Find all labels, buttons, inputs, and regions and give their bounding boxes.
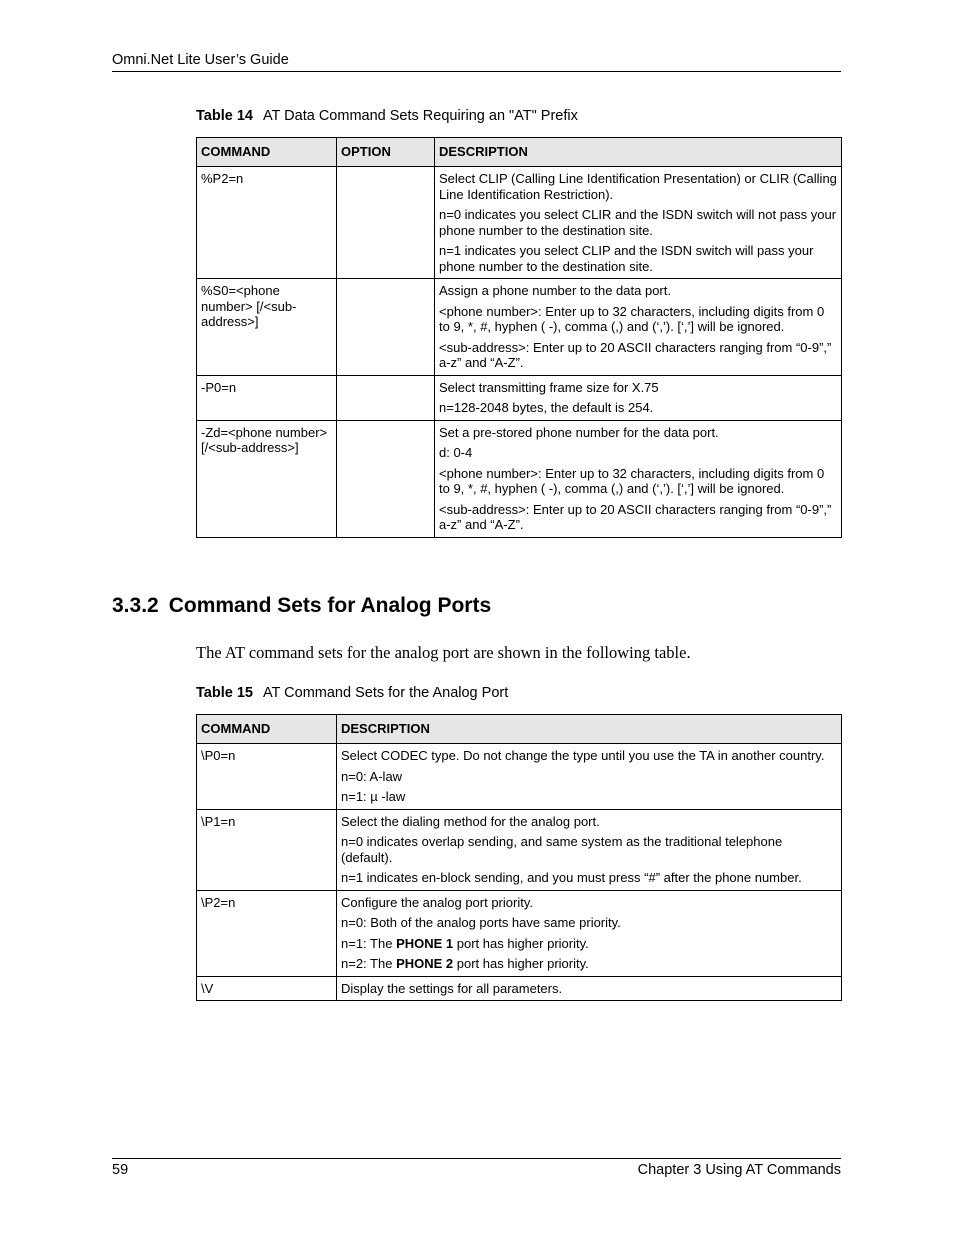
chapter-title: Chapter 3 Using AT Commands	[637, 1162, 841, 1178]
command-cell: \P0=n	[197, 744, 337, 810]
text-run: n=1: The	[341, 935, 397, 951]
description-cell	[435, 167, 842, 279]
command-cell: \V	[197, 976, 337, 1001]
description-paragraph: n=1: µ -law	[341, 789, 406, 804]
table15-header-description: DESCRIPTION	[337, 715, 842, 744]
text-run: n=2: The	[341, 956, 397, 971]
description-cell	[337, 809, 842, 890]
command-cell: %S0=<phone number> [/<sub-address>]	[197, 279, 337, 376]
table15-title: AT Command Sets for the Analog Port	[262, 685, 509, 701]
running-header: Omni.Net Lite User’s Guide	[112, 52, 289, 68]
table-row	[197, 279, 842, 376]
table-row	[197, 890, 842, 976]
description-paragraph	[341, 936, 837, 952]
description-cell	[435, 375, 842, 420]
description-paragraph: <sub-address>: Enter up to 20 ASCII characters ranging from “0-9”,” a-z” and “A-Z”.	[439, 501, 832, 532]
option-cell	[337, 375, 435, 420]
description-paragraph: Assign a phone number to the data port.	[439, 283, 671, 298]
table-row	[197, 167, 842, 279]
description-cell	[337, 890, 842, 976]
description-paragraph: <phone number>: Enter up to 32 characters, including digits from 0 to 9, *, #, hyphen ( -), comma (,) and (‘,’). [‘,’] will be ignored.	[439, 465, 825, 496]
command-cell: -P0=n	[197, 375, 337, 420]
table15-caption	[196, 685, 508, 701]
description-cell	[435, 420, 842, 537]
command-cell: \P1=n	[197, 809, 337, 890]
text-run: port has higher priority.	[453, 935, 589, 951]
description-paragraph: n=0: A-law	[341, 768, 403, 784]
description-paragraph: Select CLIP (Calling Line Identification Presentation) or CLIR (Calling Line Identification Restriction).	[439, 171, 837, 202]
table14	[196, 137, 842, 538]
command-cell: \P2=n	[197, 890, 337, 976]
option-cell	[337, 167, 435, 279]
section-title: Command Sets for Analog Ports	[168, 594, 492, 617]
table15-header-command: COMMAND	[197, 715, 337, 744]
table-row	[197, 976, 842, 1001]
intro-paragraph: The AT command sets for the analog port are shown in the following table.	[196, 643, 691, 662]
table-row	[197, 375, 842, 420]
option-cell	[337, 279, 435, 376]
description-paragraph: Select transmitting frame size for X.75	[439, 379, 659, 395]
table14-header-option: OPTION	[337, 138, 435, 167]
description-paragraph: Display the settings for all parameters.	[341, 980, 563, 996]
table15	[196, 714, 842, 1001]
table15-label: Table 15	[196, 685, 253, 701]
section-heading	[112, 594, 491, 618]
table14-header-command: COMMAND	[197, 138, 337, 167]
page-number: 59	[112, 1162, 129, 1178]
description-paragraph: Configure the analog port priority.	[341, 894, 533, 910]
section-number: 3.3.2	[112, 594, 159, 617]
table15-header-row	[197, 715, 842, 744]
description-cell	[435, 279, 842, 376]
description-paragraph: Set a pre-stored phone number for the data port.	[439, 424, 719, 440]
bold-term: PHONE 1	[396, 935, 454, 951]
description-paragraph: n=0 indicates overlap sending, and same system as the traditional telephone (default).	[341, 834, 783, 865]
bold-term: PHONE 2	[396, 956, 454, 971]
table14-header-row	[197, 138, 842, 167]
table14-header-description: DESCRIPTION	[435, 138, 842, 167]
description-paragraph: n=0 indicates you select CLIR and the ISDN switch will not pass your phone number to the destination site.	[439, 207, 837, 238]
description-paragraph: <sub-address>: Enter up to 20 ASCII characters ranging from “0-9”,” a-z” and “A-Z”.	[439, 339, 832, 370]
description-cell	[337, 744, 842, 810]
description-paragraph: Select CODEC type. Do not change the type until you use the TA in another country.	[341, 748, 825, 763]
command-cell: -Zd=<phone number> [/<sub-address>]	[197, 420, 337, 537]
description-paragraph: Select the dialing method for the analog port.	[341, 813, 600, 829]
table14-title: AT Data Command Sets Requiring an "AT" Prefix	[262, 108, 578, 124]
description-paragraph	[341, 956, 837, 972]
description-paragraph: n=1 indicates you select CLIP and the ISDN switch will pass your phone number to the destination site.	[439, 243, 814, 274]
command-cell: %P2=n	[197, 167, 337, 279]
text-run: port has higher priority.	[453, 956, 589, 971]
description-paragraph: n=0: Both of the analog ports have same priority.	[341, 915, 621, 930]
description-paragraph: n=1 indicates en-block sending, and you must press “#” after the phone number.	[341, 870, 802, 885]
description-paragraph: n=128-2048 bytes, the default is 254.	[439, 400, 654, 415]
table-row	[197, 809, 842, 890]
table-row	[197, 744, 842, 810]
description-paragraph: d: 0-4	[439, 445, 473, 460]
header-rule	[112, 71, 841, 72]
table14-caption	[196, 108, 578, 124]
table-row	[197, 420, 842, 537]
description-cell	[337, 976, 842, 1001]
option-cell	[337, 420, 435, 537]
description-paragraph: <phone number>: Enter up to 32 characters, including digits from 0 to 9, *, #, hyphen ( -), comma (,) and (‘,’). [‘,’] will be ignored.	[439, 303, 825, 334]
footer-rule	[112, 1158, 841, 1159]
table14-label: Table 14	[196, 108, 253, 124]
